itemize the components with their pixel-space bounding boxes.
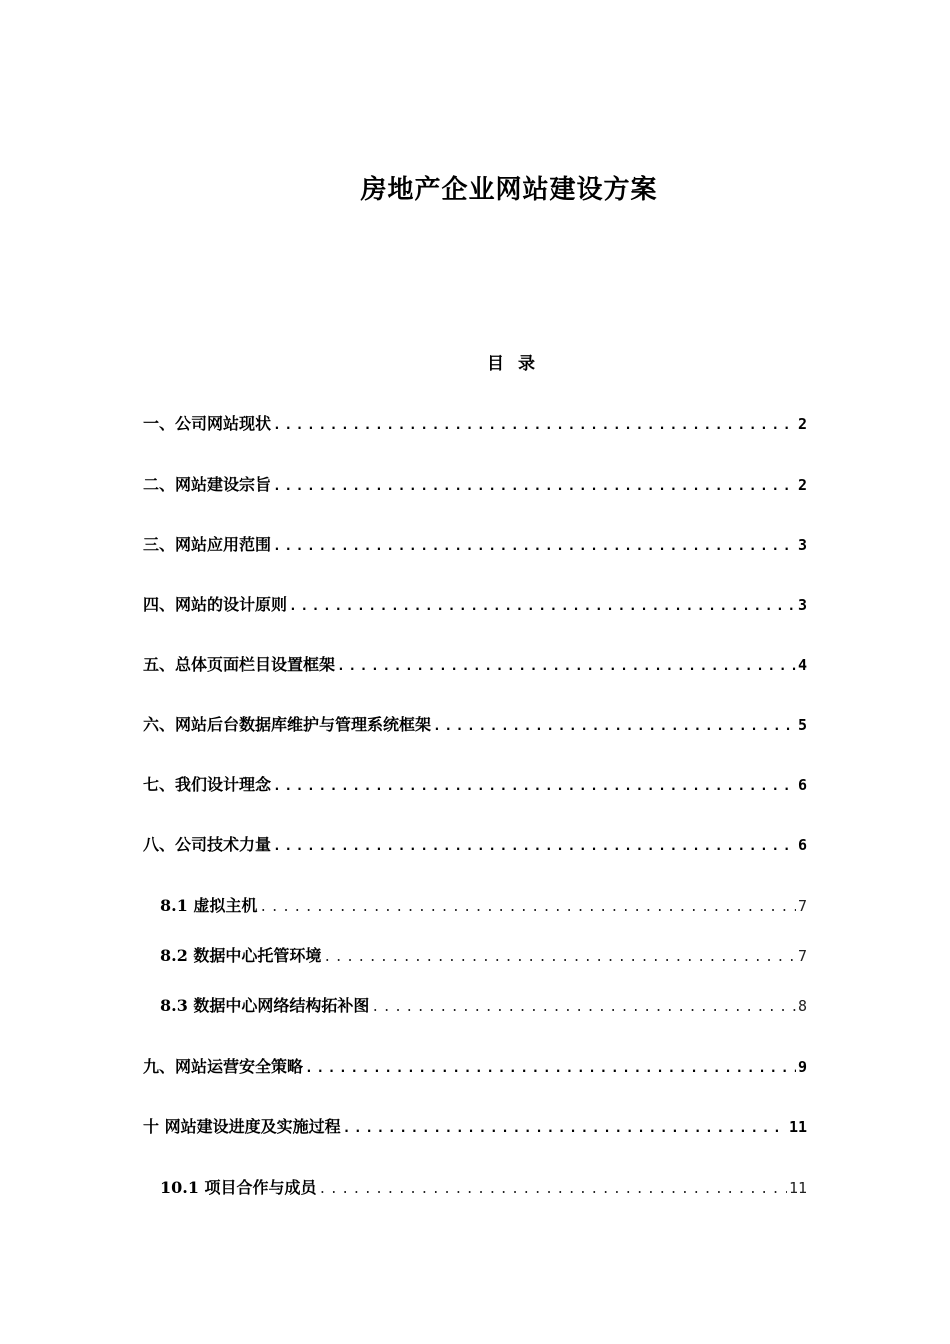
toc-entry[interactable]: [143, 412, 807, 438]
toc-entry-label: 五、总体页面栏目设置框架: [143, 655, 336, 674]
toc-entry-page: 6: [797, 836, 807, 854]
toc-dot-leader: [433, 715, 796, 739]
toc-dot-leader: [323, 946, 796, 970]
toc-entry-label: 六、网站后台数据库维护与管理系统框架: [143, 715, 432, 734]
toc-dot-leader: [273, 475, 796, 499]
toc-dot-leader: [319, 1178, 787, 1202]
toc-entry-page: 3: [797, 536, 807, 554]
toc-entry-label: 8.3 数据中心网络结构拓补图: [160, 996, 370, 1015]
toc-entry-page: 5: [797, 716, 807, 734]
toc-entry-label: 8.2 数据中心托管环境: [160, 946, 322, 965]
toc-entry-page: 6: [797, 776, 807, 794]
toc-dot-leader: [289, 595, 796, 619]
toc-entry-label: 一、公司网站现状: [143, 414, 272, 433]
toc-dot-leader: [273, 775, 796, 799]
toc-entry-page: 7: [797, 947, 807, 965]
toc-entry-label: 三、网站应用范围: [143, 535, 272, 554]
toc-entry-page: 4: [797, 656, 807, 674]
toc-entry[interactable]: [143, 533, 807, 559]
toc-dot-leader: [305, 1057, 796, 1081]
toc-dot-leader: [371, 996, 796, 1020]
toc-entry-page: 3: [797, 596, 807, 614]
toc-entry-page: 8: [797, 997, 807, 1015]
toc-entry[interactable]: [143, 713, 807, 739]
toc-entry-label: 二、网站建设宗旨: [143, 475, 272, 494]
toc-subentry[interactable]: [160, 894, 807, 920]
toc-entry-label: 八、公司技术力量: [143, 835, 272, 854]
toc-subentry[interactable]: [160, 994, 807, 1020]
toc-entry-page: 7: [797, 897, 807, 915]
toc-entry[interactable]: [143, 653, 807, 679]
toc-entry-label: 七、我们设计理念: [143, 775, 272, 794]
toc-subentry[interactable]: [160, 944, 807, 970]
toc-entry-page: 11: [788, 1118, 807, 1136]
toc-dot-leader: [259, 896, 796, 920]
toc-entry-label: 四、网站的设计原则: [143, 595, 288, 614]
toc-entry[interactable]: [143, 1115, 807, 1141]
toc-dot-leader: [343, 1117, 787, 1141]
toc-dot-leader: [273, 835, 796, 859]
toc-heading: 目 录: [487, 354, 535, 374]
toc-subentry[interactable]: [160, 1176, 807, 1202]
toc-entry-label: 九、网站运营安全策略: [143, 1057, 304, 1076]
toc-dot-leader: [273, 535, 796, 559]
toc-entry-label: 10.1 项目合作与成员: [160, 1178, 317, 1197]
document-title: 房地产企业网站建设方案: [360, 175, 658, 205]
toc-entry[interactable]: [143, 593, 807, 619]
toc-entry[interactable]: [143, 773, 807, 799]
toc-entry-page: 11: [788, 1179, 807, 1197]
toc-entry-page: 9: [797, 1058, 807, 1076]
toc-entry-page: 2: [797, 476, 807, 494]
toc-entry-label: 8.1 虚拟主机: [160, 896, 258, 915]
toc-entry[interactable]: [143, 1055, 807, 1081]
toc-entry-label: 十 网站建设进度及实施过程: [143, 1117, 341, 1136]
toc-entry[interactable]: [143, 473, 807, 499]
toc-dot-leader: [337, 655, 796, 679]
toc-entry[interactable]: [143, 833, 807, 859]
toc-entry-page: 2: [797, 415, 807, 433]
toc-dot-leader: [273, 414, 796, 438]
